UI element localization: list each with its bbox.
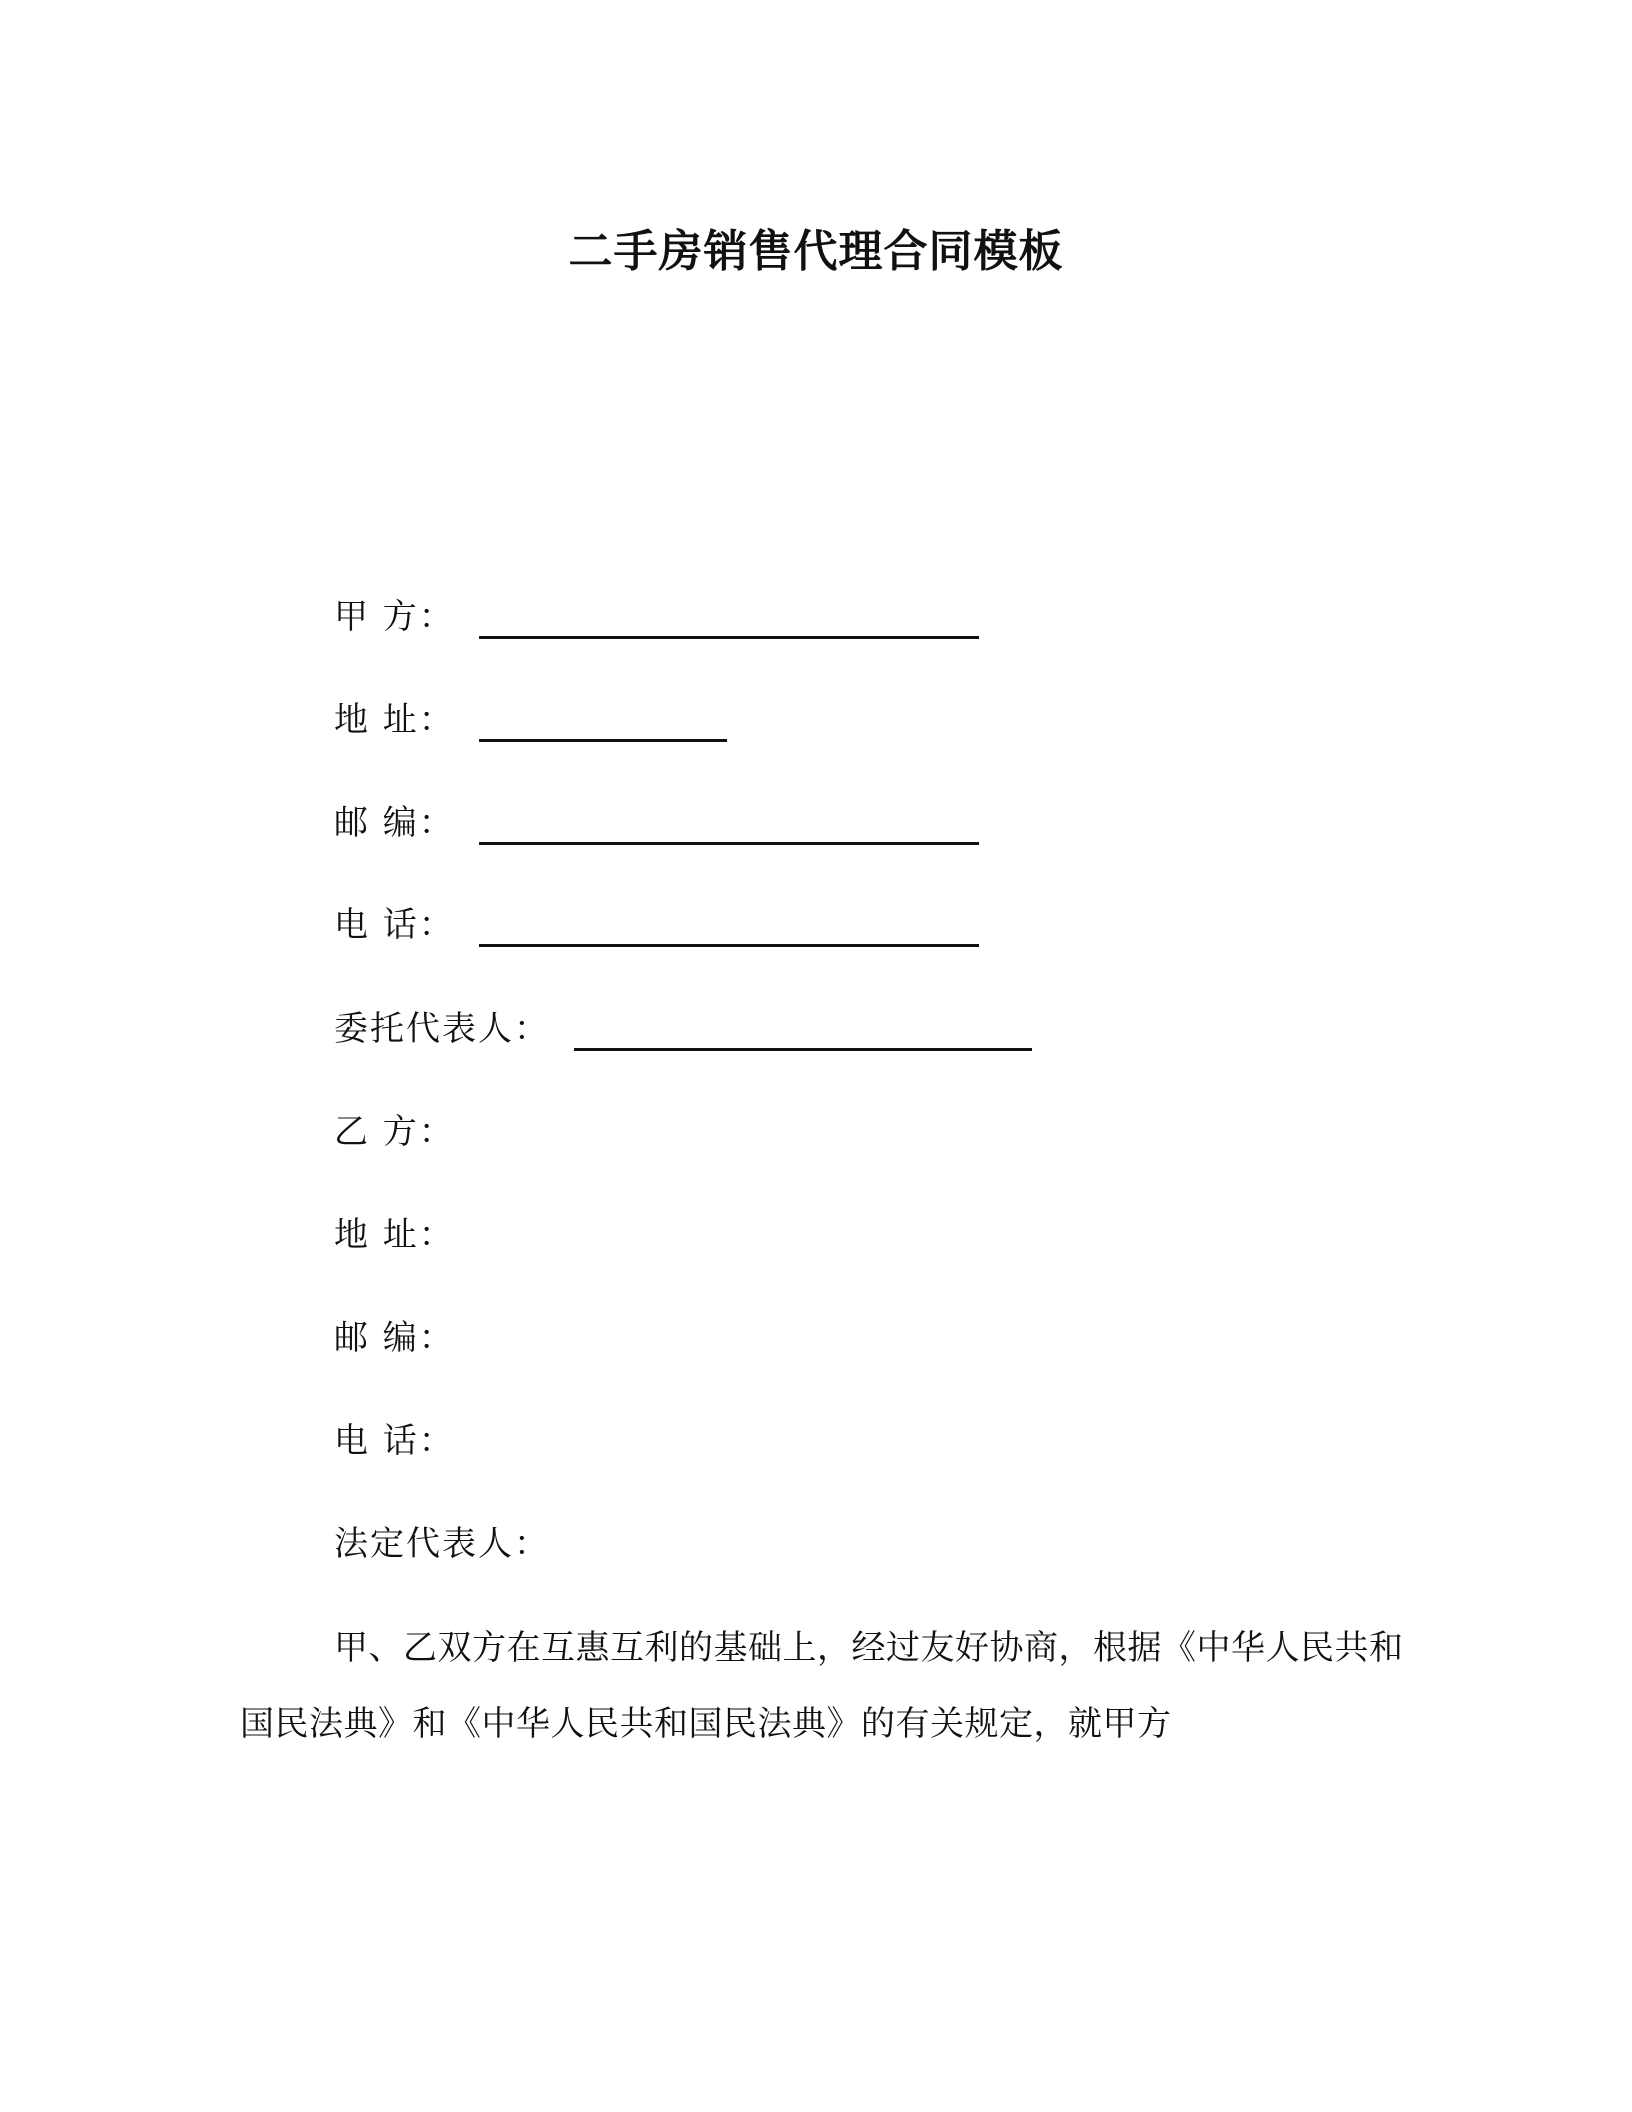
page-title: 二手房销售代理合同模板 bbox=[568, 226, 1064, 277]
party-a-phone-field bbox=[334, 900, 979, 950]
party-a-representative-blank[interactable] bbox=[574, 1016, 1032, 1051]
party-a-postcode-field bbox=[334, 798, 979, 848]
party-a-representative-field bbox=[334, 1004, 1032, 1054]
party-a-name-label: 甲 方： bbox=[334, 597, 455, 637]
party-a-name-blank[interactable] bbox=[479, 604, 979, 639]
party-b-name-field bbox=[334, 1107, 455, 1157]
party-a-postcode-blank[interactable] bbox=[479, 810, 979, 845]
intro-paragraph: 甲、乙双方在互惠互利的基础上，经过友好协商，根据《中华人民共和国民法典》和《中华人民共和国民法典》的有关规定，就甲方 bbox=[240, 1628, 1404, 1744]
party-a-name-field bbox=[334, 592, 979, 642]
party-b-postcode-label: 邮 编： bbox=[334, 1318, 455, 1358]
party-a-address-blank[interactable] bbox=[479, 707, 727, 742]
party-a-phone-blank[interactable] bbox=[479, 912, 979, 947]
party-a-representative-label: 委托代表人： bbox=[334, 1009, 550, 1049]
party-b-phone-label: 电 话： bbox=[334, 1421, 455, 1461]
party-a-phone-label: 电 话： bbox=[334, 905, 455, 945]
party-b-address-label: 地 址： bbox=[334, 1215, 455, 1255]
party-b-name-label: 乙 方： bbox=[334, 1112, 455, 1152]
party-b-address-field bbox=[334, 1210, 455, 1260]
party-a-address-field bbox=[334, 695, 727, 745]
party-b-phone-field bbox=[334, 1416, 455, 1466]
party-b-postcode-field bbox=[334, 1313, 455, 1363]
party-b-representative-field bbox=[334, 1519, 550, 1569]
party-a-postcode-label: 邮 编： bbox=[334, 803, 455, 843]
party-b-representative-label: 法定代表人： bbox=[334, 1524, 550, 1564]
party-a-address-label: 地 址： bbox=[334, 700, 455, 740]
